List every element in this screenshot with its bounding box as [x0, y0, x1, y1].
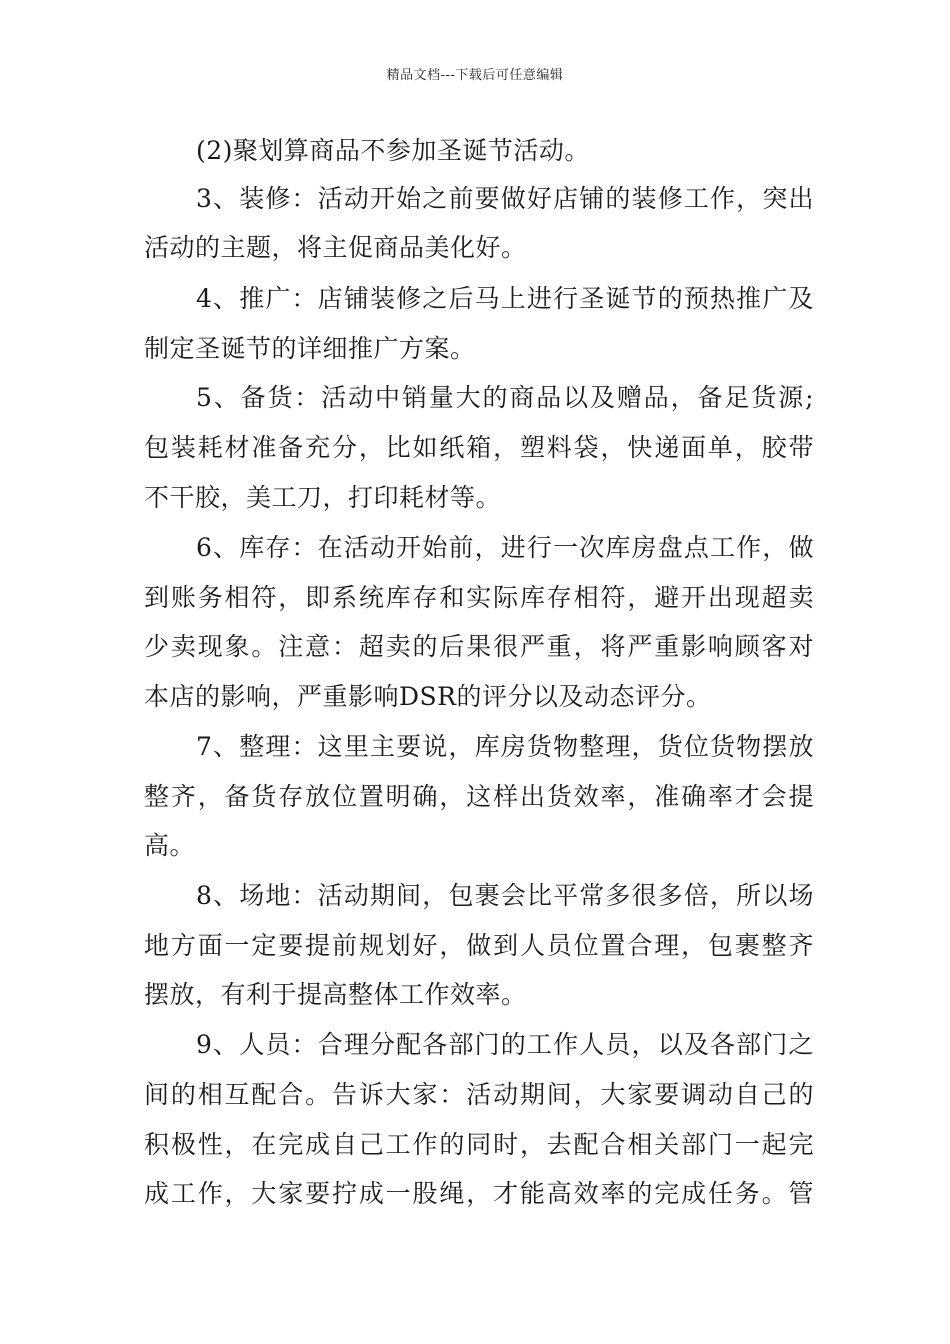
paragraph-line: 积极性，在完成自己工作的同时，去配合相关部门一起完: [144, 1130, 814, 1159]
paragraph-line: 7、整理：这里主要说，库房货物整理，货位货物摆放: [196, 732, 814, 761]
paragraph-line: 8、场地：活动期间，包裹会比平常多很多倍，所以场: [196, 881, 814, 910]
paragraph-line: 制定圣诞节的详细推广方案。: [144, 334, 476, 363]
paragraph-line: 3、装修：活动开始之前要做好店铺的装修工作，突出: [196, 184, 814, 213]
paragraph-line: 地方面一定要提前规划好，做到人员位置合理，包裹整齐: [144, 931, 814, 960]
paragraph-line: 5、备货：活动中销量大的商品以及赠品，备足货源;: [196, 383, 814, 412]
paragraph-line: (2)聚划算商品不参加圣诞节活动。: [196, 136, 590, 165]
paragraph-line: 9、人员：合理分配各部门的工作人员，以及各部门之: [196, 1030, 814, 1059]
paragraph-line: 本店的影响，严重影响DSR的评分以及动态评分。: [144, 682, 712, 711]
page-header: 精品文档---下载后可任意编辑: [386, 68, 564, 83]
paragraph-line: 少卖现象。注意：超卖的后果很严重，将严重影响顾客对: [144, 632, 814, 661]
paragraph-line: 6、库存：在活动开始前，进行一次库房盘点工作，做: [196, 533, 814, 562]
paragraph-line: 摆放，有利于提高整体工作效率。: [144, 980, 527, 1009]
paragraph-line: 成工作，大家要拧成一股绳，才能高效率的完成任务。管: [144, 1179, 814, 1208]
paragraph-line: 不干胶，美工刀，打印耗材等。: [144, 483, 502, 512]
paragraph-line: 包装耗材准备充分，比如纸箱，塑料袋，快递面单，胶带: [144, 433, 814, 462]
paragraph-line: 高。: [144, 831, 196, 860]
paragraph-line: 活动的主题，将主促商品美化好。: [144, 233, 527, 262]
paragraph-line: 整齐，备货存放位置明确，这样出货效率，准确率才会提: [144, 782, 814, 811]
paragraph-line: 4、推广：店铺装修之后马上进行圣诞节的预热推广及: [196, 284, 814, 313]
paragraph-line: 间的相互配合。告诉大家：活动期间，大家要调动自己的: [144, 1080, 814, 1109]
paragraph-line: 到账务相符，即系统库存和实际库存相符，避开出现超卖: [144, 583, 814, 612]
